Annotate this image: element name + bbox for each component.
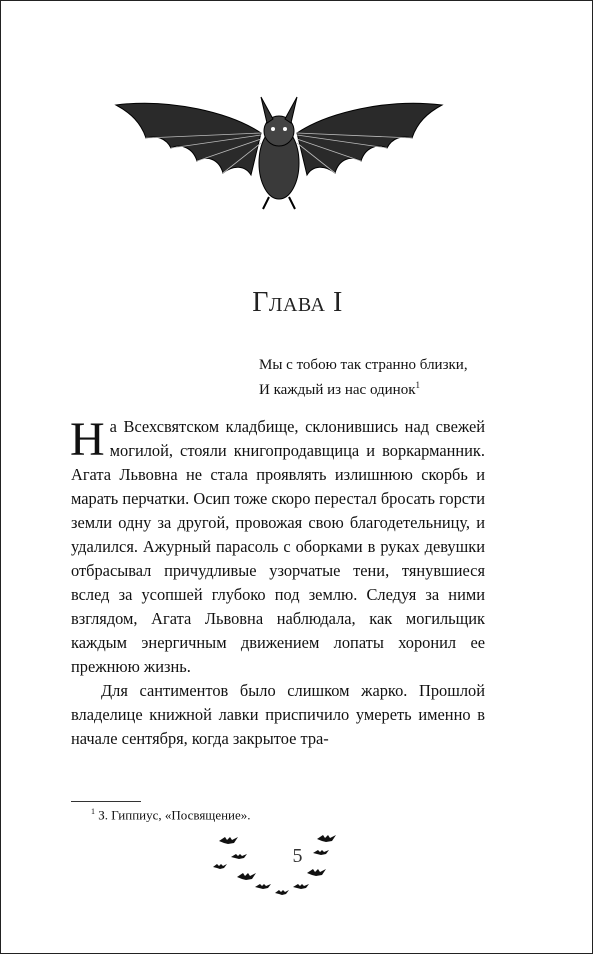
epigraph <box>259 355 559 400</box>
chapter-text <box>71 415 485 751</box>
footnote-number: 1 <box>91 807 95 816</box>
drop-cap: Н <box>70 413 105 466</box>
paragraph: Для сантиментов было слишком жарко. Прошлой владелице книжной лавки приспичило умереть именно в начале сентября, когда закрытое тра- <box>71 681 485 748</box>
footnote: $^1$ З. Гиппиус, «Посвящение». <box>91 807 251 823</box>
epigraph-line: И каждый из нас одинок$^1$ <box>259 380 420 398</box>
footnote-marker: 1 <box>415 380 420 390</box>
paragraph: На Всехсвятском кладбище, склонившись над свежей могилой, стояли книгопродавщица и воркарманник. Агата Львовна не стала проявлять излишнюю скорбь и марать перчатки. Осип тоже скоро перестал бросать горсти земли одну за другой, провожая свою благодетельницу, и удалился. Ажурный парасоль с оборками в руках девушки отбрасывал причудливые узорчатые тени, тянувшиеся вслед за усопшей глубоко под землю. Следуя за ними взглядом, Агата Львовна наблюдала, как могильщик каждым энергичным движением лопаты хоронил ее прежнюю жизнь. <box>70 413 485 676</box>
page-number: 5 <box>292 845 303 867</box>
footnote-divider <box>71 801 141 802</box>
bat-icon <box>111 93 447 213</box>
epigraph-line: Мы с тобою так странно близки, <box>259 357 468 373</box>
chapter-title: Глава I <box>252 287 343 318</box>
